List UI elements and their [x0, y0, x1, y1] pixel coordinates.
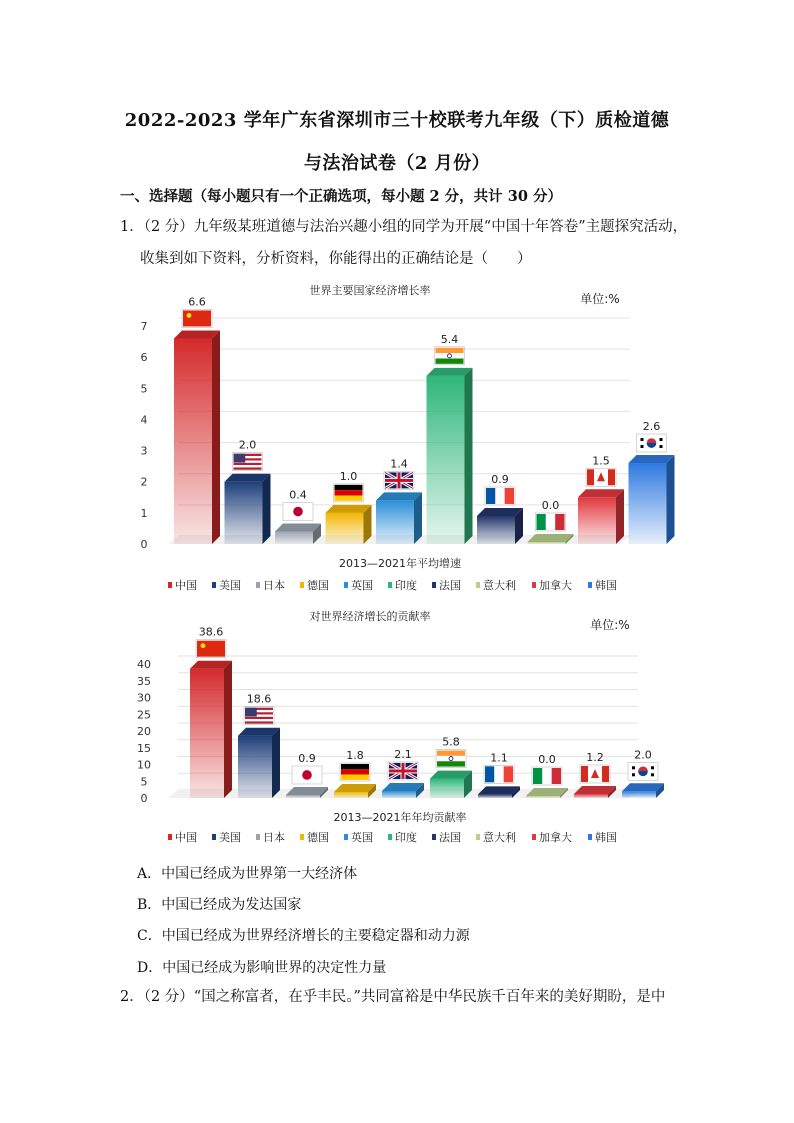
legend-label: 美国 — [219, 579, 241, 592]
growth-rate-chart — [130, 276, 661, 604]
bar-英国 — [376, 492, 422, 544]
legend-swatch — [476, 834, 480, 840]
legend-swatch — [168, 834, 172, 840]
y-tick-label: 15 — [137, 741, 151, 755]
data-label: 2.1 — [394, 747, 412, 761]
legend-label: 印度 — [395, 831, 417, 844]
bar-美国 — [238, 728, 280, 798]
bar-front — [225, 482, 263, 544]
legend-label: 意大利 — [483, 831, 516, 844]
bar-top — [629, 455, 675, 463]
flag-icon — [484, 765, 514, 783]
question-2-line1: 2．（2 分）“国之称富者，在乎丰民。”共同富裕是中华民族千百年来的美好期盼，是中 — [120, 989, 666, 1005]
flag-icon — [244, 707, 274, 725]
bar-front — [174, 338, 212, 544]
question-1-line1: 1．（2 分）九年级某班道德与法治兴趣小组的同学为开展“中国十年答卷”主题探究活动， — [120, 219, 688, 235]
flag-icon — [334, 484, 364, 502]
unit-label: 单位:% — [580, 292, 620, 306]
bar-side — [212, 330, 220, 544]
data-label: 1.0 — [339, 469, 358, 483]
legend-label: 日本 — [263, 579, 285, 592]
bar-中国 — [174, 330, 220, 544]
contribution-rate-chart-svg — [130, 602, 650, 848]
bar-美国 — [225, 474, 271, 544]
flag-icon — [485, 487, 515, 505]
data-label: 1.4 — [390, 457, 408, 471]
legend-swatch — [388, 834, 392, 840]
bar-top — [477, 508, 523, 516]
legend-label: 德国 — [307, 579, 329, 592]
bar-front — [382, 791, 416, 798]
bar-top — [326, 505, 372, 513]
bar-韩国 — [622, 783, 664, 798]
bar-意大利 — [528, 534, 574, 544]
bar-韩国 — [629, 455, 675, 544]
flag-icon — [435, 347, 465, 365]
bar-日本 — [275, 524, 321, 544]
bar-front — [190, 669, 224, 798]
bar-front — [334, 792, 368, 798]
y-tick-label: 5 — [140, 775, 148, 789]
option-c: C．中国已经成为世界经济增长的主要稳定器和动力源 — [137, 928, 470, 944]
flag-icon — [292, 766, 322, 784]
data-label: 2.0 — [634, 748, 652, 762]
data-label: 0.9 — [298, 751, 316, 765]
y-tick-label: 1 — [140, 506, 148, 520]
data-label: 0.4 — [289, 488, 307, 502]
x-axis-label: 2013—2021年平均增速 — [339, 557, 461, 570]
exam-title-line1: 2022-2023 学年广东省深圳市三十校联考九年级（下）质检道德 — [124, 110, 670, 131]
legend-label: 法国 — [439, 579, 461, 592]
legend-swatch — [588, 834, 592, 840]
data-label: 6.6 — [188, 295, 206, 309]
legend-swatch — [300, 834, 304, 840]
question-1 — [120, 211, 700, 275]
bar-法国 — [477, 508, 523, 544]
bar-top — [578, 489, 624, 497]
chart-title: 对世界经济增长的贡献率 — [309, 610, 431, 623]
flag-icon — [580, 765, 610, 783]
legend-label: 加拿大 — [539, 831, 572, 844]
y-tick-label: 2 — [140, 475, 148, 489]
chart-title: 世界主要国家经济增长率 — [309, 284, 431, 297]
legend-swatch — [388, 582, 392, 588]
bar-印度 — [427, 368, 473, 544]
question-2 — [120, 981, 700, 1013]
legend-label: 法国 — [439, 831, 461, 844]
y-tick-label: 30 — [137, 691, 151, 705]
flag-icon — [384, 471, 414, 489]
option-b: B．中国已经成为发达国家 — [137, 897, 302, 913]
legend-swatch — [256, 582, 260, 588]
exam-title-line2: 与法治试卷（2 月份） — [303, 153, 491, 174]
data-label: 1.2 — [586, 750, 604, 764]
bar-top — [275, 524, 321, 532]
bar-top — [528, 534, 574, 542]
option-a: A．中国已经成为世界第一大经济体 — [137, 866, 358, 882]
data-label: 5.4 — [440, 332, 459, 346]
legend-swatch — [344, 582, 348, 588]
bar-front — [528, 542, 566, 544]
legend-swatch — [300, 582, 304, 588]
y-tick-label: 4 — [140, 413, 148, 427]
data-label: 1.8 — [346, 748, 364, 762]
legend — [168, 830, 617, 844]
legend-swatch — [432, 834, 436, 840]
flag-icon — [233, 453, 263, 471]
legend-swatch — [344, 834, 348, 840]
bar-top — [174, 330, 220, 338]
legend-label: 韩国 — [595, 579, 617, 592]
y-tick-label: 5 — [140, 382, 148, 396]
flag-icon — [532, 767, 562, 785]
bar-front — [629, 463, 667, 544]
bar-top — [225, 474, 271, 482]
data-label: 2.0 — [238, 438, 257, 452]
legend-label: 印度 — [395, 579, 417, 592]
bar-front — [427, 376, 465, 544]
legend-swatch — [212, 834, 216, 840]
bar-side — [465, 368, 473, 544]
bar-side — [667, 455, 675, 544]
data-label: 0.0 — [541, 499, 560, 512]
y-tick-label: 35 — [137, 674, 151, 688]
y-tick-label: 20 — [137, 725, 151, 738]
bar-front — [622, 791, 656, 798]
bar-front — [574, 794, 608, 798]
x-axis-label: 2013—2021年年均贡献率 — [333, 811, 467, 824]
legend-swatch — [532, 582, 536, 588]
bar-front — [326, 513, 364, 544]
legend-swatch — [212, 582, 216, 588]
legend-label: 英国 — [351, 579, 373, 592]
bar-英国 — [382, 783, 424, 798]
data-label: 1.5 — [592, 454, 610, 468]
bar-top — [376, 492, 422, 500]
legend-label: 德国 — [307, 831, 329, 844]
legend-swatch — [588, 582, 592, 588]
bar-front — [526, 796, 560, 798]
legend — [168, 578, 617, 592]
y-tick-label: 6 — [140, 351, 148, 365]
bar-front — [578, 497, 616, 544]
bar-side — [272, 728, 280, 798]
legend-label: 韩国 — [595, 831, 617, 844]
legend-label: 中国 — [175, 579, 197, 592]
data-label: 18.6 — [246, 692, 272, 706]
flag-icon — [182, 309, 212, 327]
y-tick-label: 7 — [140, 320, 148, 333]
legend-label: 加拿大 — [539, 579, 572, 592]
bar-side — [263, 474, 271, 544]
bar-front — [430, 779, 464, 798]
bar-front — [477, 516, 515, 544]
legend-swatch — [168, 582, 172, 588]
y-tick-label: 25 — [137, 708, 151, 722]
flag-icon — [283, 503, 313, 521]
y-tick-label: 3 — [140, 444, 148, 458]
bar-side — [616, 489, 624, 544]
bar-front — [275, 532, 313, 544]
bar-德国 — [334, 784, 376, 798]
legend-label: 中国 — [175, 831, 197, 844]
bar-中国 — [190, 661, 232, 798]
flag-icon — [436, 750, 466, 768]
bar-front — [238, 736, 272, 798]
flag-icon — [388, 762, 418, 780]
legend-label: 意大利 — [483, 579, 516, 592]
legend-swatch — [532, 834, 536, 840]
bar-德国 — [326, 505, 372, 544]
legend-label: 英国 — [351, 831, 373, 844]
y-tick-label: 0 — [140, 792, 148, 805]
flag-icon — [637, 434, 667, 452]
option-d: D．中国已经成为影响世界的决定性力量 — [137, 960, 387, 976]
y-tick-label: 10 — [137, 758, 151, 772]
bar-印度 — [430, 771, 472, 798]
bar-front — [286, 795, 320, 798]
data-label: 0.0 — [538, 753, 556, 766]
legend-swatch — [476, 582, 480, 588]
contribution-rate-chart — [130, 602, 650, 852]
data-label: 0.9 — [491, 472, 509, 486]
bar-front — [376, 500, 414, 544]
bar-front — [478, 794, 512, 798]
bar-加拿大 — [578, 489, 624, 544]
legend-label: 日本 — [263, 831, 285, 844]
legend-label: 美国 — [219, 831, 241, 844]
unit-label: 单位:% — [590, 618, 630, 632]
data-label: 2.6 — [642, 420, 661, 434]
legend-swatch — [256, 834, 260, 840]
data-label: 5.8 — [442, 735, 460, 749]
legend-swatch — [432, 582, 436, 588]
y-tick-label: 40 — [137, 658, 151, 671]
flag-icon — [536, 513, 566, 531]
flag-icon — [340, 763, 370, 781]
flag-icon — [586, 468, 616, 486]
bar-法国 — [478, 786, 520, 798]
data-label: 38.6 — [198, 625, 224, 639]
growth-rate-chart-svg — [130, 276, 661, 600]
flag-icon — [196, 640, 226, 658]
data-label: 1.1 — [490, 751, 508, 765]
flag-icon — [628, 762, 658, 780]
section-heading: 一、选择题（每小题只有一个正确选项，每小题 2 分，共计 30 分） — [120, 188, 562, 205]
bar-加拿大 — [574, 786, 616, 798]
y-tick-label: 0 — [140, 538, 148, 551]
question-1-line2: 收集到如下资料，分析资料，你能得出的正确结论是（ ） — [140, 251, 532, 267]
bar-side — [224, 661, 232, 798]
bar-side — [414, 492, 422, 544]
bar-top — [427, 368, 473, 376]
